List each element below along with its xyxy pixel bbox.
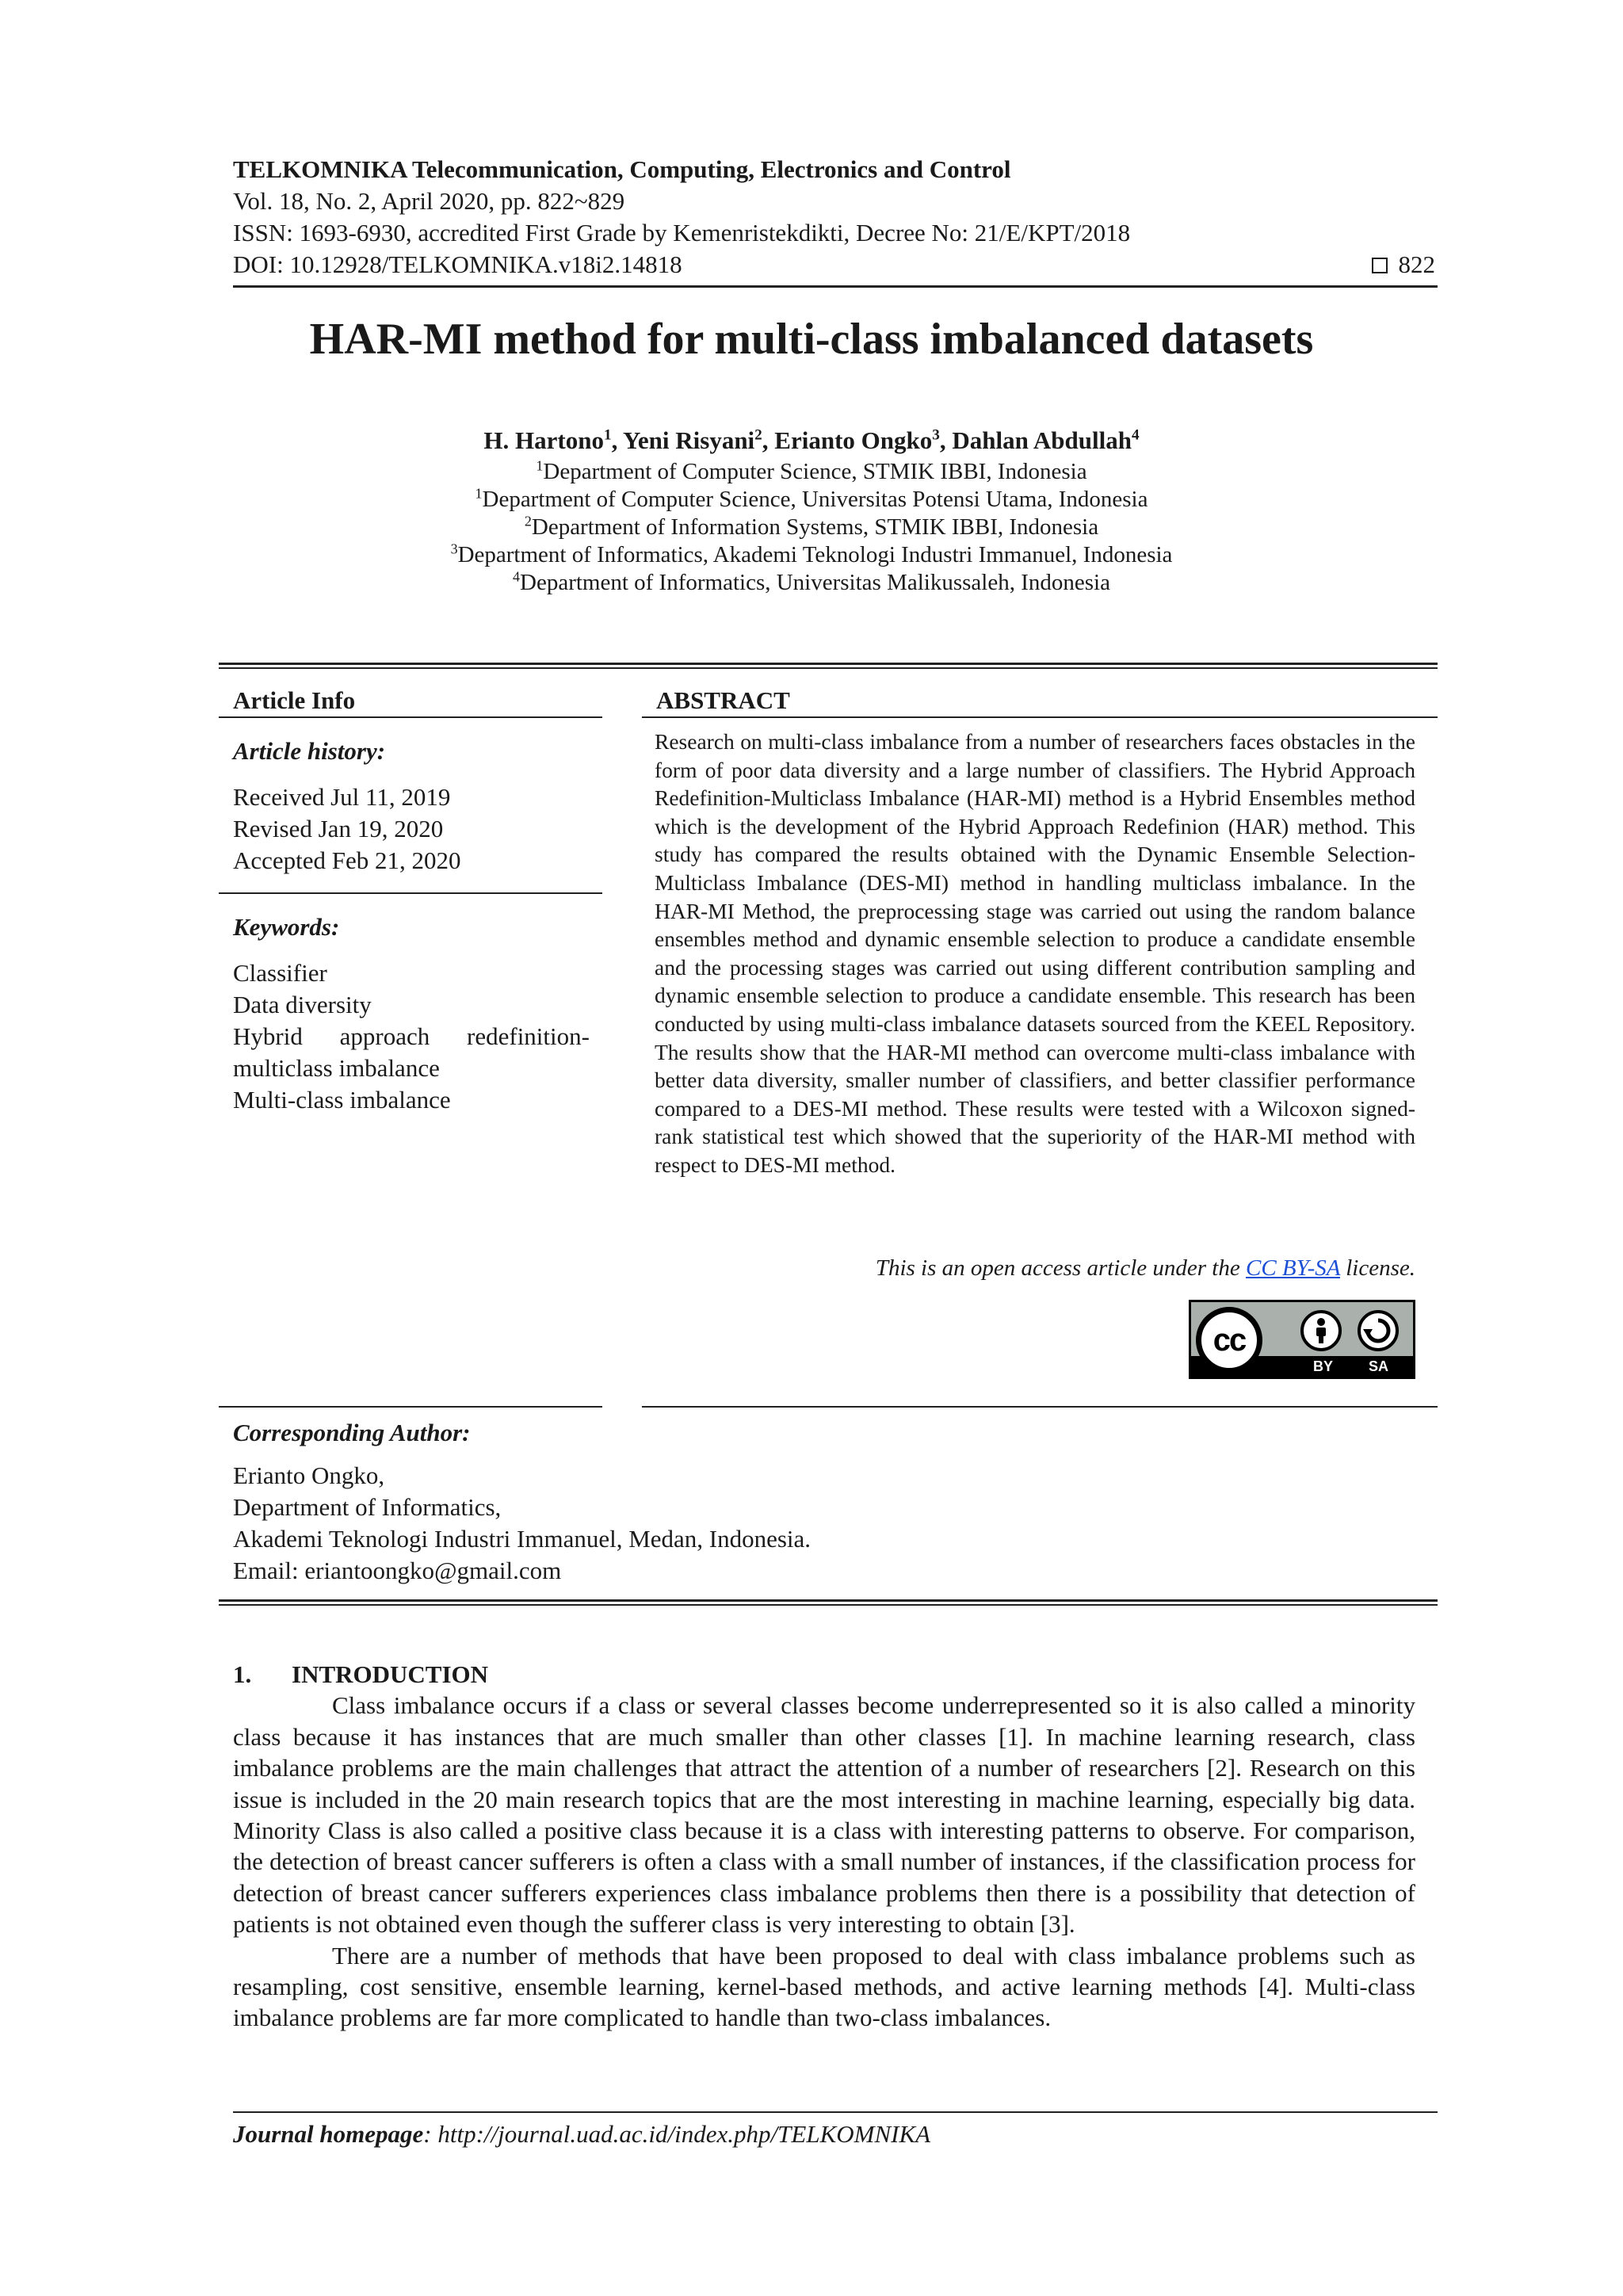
corresponding-name: Erianto Ongko, xyxy=(233,1461,385,1489)
abstract-heading: ABSTRACT xyxy=(656,686,790,714)
intro-paragraph: Class imbalance occurs if a class or several classes become underrepresented so it is also called a minority class because it has instances that are much smaller than other classes [1]. In machine learning research, class imbalance problems are the main challenges that attract the attention of a number of researchers [2]. Research on this issue is included in the 20 main research topics that are the most interesting in machine learning, especially big data. Minority Class is also called a positive class because it is a class with interesting patterns to observe. For comparison, the detection of breast cancer sufferers is often a class with a small number of instances, if the classification process for detection of breast cancer sufferers experiences class imbalance problems then there is a possibility that detection of patients is not obtained even though the sufferer class is very interesting to obtain [3]. xyxy=(233,1691,1415,1939)
homepage-url[interactable]: : http://journal.uad.ac.id/index.php/TELKOMNIKA xyxy=(423,2120,931,2148)
affiliation: $^1$Department of Computer Science, Universitas Potensi Utama, Indonesia xyxy=(475,485,1148,512)
square-bullet-icon xyxy=(1372,258,1388,273)
history-received: Received Jul 11, 2019 xyxy=(233,783,451,811)
license-link[interactable]: CC BY-SA xyxy=(1246,1255,1340,1281)
corresponding-institution: Akademi Teknologi Industri Immanuel, Medan, Indonesia. xyxy=(233,1525,812,1553)
keywords-heading: Keywords: xyxy=(233,913,340,941)
open-access-note: This is an open access article under the CC BY-SA license. xyxy=(875,1255,1415,1281)
infobox-top-rule xyxy=(219,663,1438,665)
history-accepted: Accepted Feb 21, 2020 xyxy=(233,846,461,874)
abstract-text: Research on multi-class imbalance from a number of researchers faces obstacles in the form of poor data diversity and a large number of classifiers. The Hybrid Approach Redefinition-Multiclass Imbalance (HAR-MI) method is a Hybrid Ensembles method which is the development of the Hybrid Approach Redefinion (HAR) method. This study has compared the results obtained with the Dynamic Ensemble Selection-Multiclass Imbalance (DES-MI) method in handling multiclass imbalance. In the HAR-MI Method, the preprocessing stage was carried out using the random balance ensembles method and dynamic ensemble selection to produce a candidate ensemble and the processing stages was carried out using different contribution sampling and dynamic ensemble selection to produce a candidate ensemble. This research has been conducted by using multi-class imbalance datasets sourced from the KEEL Repository. The results show that the HAR-MI method can overcome multi-class imbalance with better data diversity, smaller number of classifiers, and better classifier performance compared to a DES-MI method. These results were tested with a Wilcoxon signed-rank statistical test which showed that the superiority of the HAR-MI method with respect to DES-MI method. xyxy=(655,729,1415,1177)
author-name: Erianto Ongko xyxy=(774,426,933,454)
affiliation: $^3$Department of Informatics, Akademi Teknologi Industri Immanuel, Indonesia xyxy=(450,541,1173,567)
paper-title: HAR-MI method for multi-class imbalanced datasets xyxy=(309,315,1314,364)
journal-name: TELKOMNIKA Telecommunication, Computing, Electronics and Control xyxy=(233,155,1011,183)
introduction-heading: 1. INTRODUCTION xyxy=(233,1660,489,1688)
keyword-item: Classifier xyxy=(233,959,327,987)
corresponding-details xyxy=(233,1460,811,1587)
intro-paragraph: There are a number of methods that have been proposed to deal with class imbalance problems such as resampling, cost sensitive, ensemble learning, kernel-based methods, and active learning methods [4]. Multi-class imbalance problems are far more complicated to handle than two-class imbalances. xyxy=(233,1941,1415,2032)
article-history-heading: Article history: xyxy=(233,737,386,765)
infobox-bottom-rule-thin xyxy=(219,1604,1438,1606)
journal-doi: DOI: 10.12928/TELKOMNIKA.v18i2.14818 xyxy=(233,250,682,278)
abstract-bottom-rule xyxy=(642,1406,1438,1408)
journal-volume: Vol. 18, No. 2, April 2020, pp. 822~829 xyxy=(233,187,625,215)
journal-homepage: Journal homepage: http://journal.uad.ac.id/index.php/TELKOMNIKA xyxy=(233,2120,931,2148)
author-name: Dahlan Abdullah xyxy=(952,426,1132,454)
author-sup: 2 xyxy=(754,426,762,444)
keyword-item: multiclass imbalance xyxy=(233,1054,440,1082)
author-sup: 3 xyxy=(932,426,940,444)
header-rule xyxy=(233,285,1438,288)
corresponding-heading: Corresponding Author: xyxy=(233,1419,471,1446)
article-info-bottom-rule xyxy=(219,1406,602,1408)
corresponding-email[interactable]: Email: eriantoongko@gmail.com xyxy=(233,1557,562,1584)
keywords-list xyxy=(233,957,590,1116)
corresponding-department: Department of Informatics, xyxy=(233,1493,502,1521)
author-sup: 1 xyxy=(603,426,612,444)
introduction-section xyxy=(233,1659,1415,2034)
infobox-top-rule-thin xyxy=(219,667,1438,669)
keyword-item: Hybrid approach redefinition- xyxy=(233,1022,590,1050)
keyword-item: Multi-class imbalance xyxy=(233,1086,451,1114)
affiliation: $^2$Department of Information Systems, STMIK IBBI, Indonesia xyxy=(524,513,1099,540)
article-info-rule xyxy=(219,716,602,718)
abstract-rule xyxy=(642,716,1438,718)
article-info-heading: Article Info xyxy=(233,686,356,714)
article-history-list xyxy=(233,781,461,877)
cc-by-sa-badge[interactable]: cc BY SA xyxy=(1189,1300,1415,1379)
history-rule xyxy=(219,892,602,894)
author-sup: 4 xyxy=(1131,426,1140,444)
journal-issn: ISSN: 1693-6930, accredited First Grade by Kemenristekdikti, Decree No: 21/E/KPT/2018 xyxy=(233,219,1131,246)
page-number: 822 xyxy=(1372,250,1436,279)
cc-icon: cc xyxy=(1196,1307,1262,1373)
affiliation: $^1$Department of Computer Science, STMIK IBBI, Indonesia xyxy=(536,457,1087,484)
author-list: H. Hartono$^1$, Yeni Risyani$^2$, Erianto Ongko$^3$, Dahlan Abdullah$^4$ xyxy=(483,426,1140,454)
infobox-bottom-rule xyxy=(219,1599,1438,1602)
author-name: Yeni Risyani xyxy=(622,426,755,454)
share-alike-icon xyxy=(1358,1310,1399,1351)
author-name: H. Hartono xyxy=(483,426,604,454)
footer-rule xyxy=(233,2111,1438,2113)
history-revised: Revised Jan 19, 2020 xyxy=(233,815,444,842)
affiliation: $^4$Department of Informatics, Universitas Malikussaleh, Indonesia xyxy=(513,568,1110,595)
keyword-item: Data diversity xyxy=(233,991,372,1018)
attribution-icon xyxy=(1300,1310,1342,1351)
